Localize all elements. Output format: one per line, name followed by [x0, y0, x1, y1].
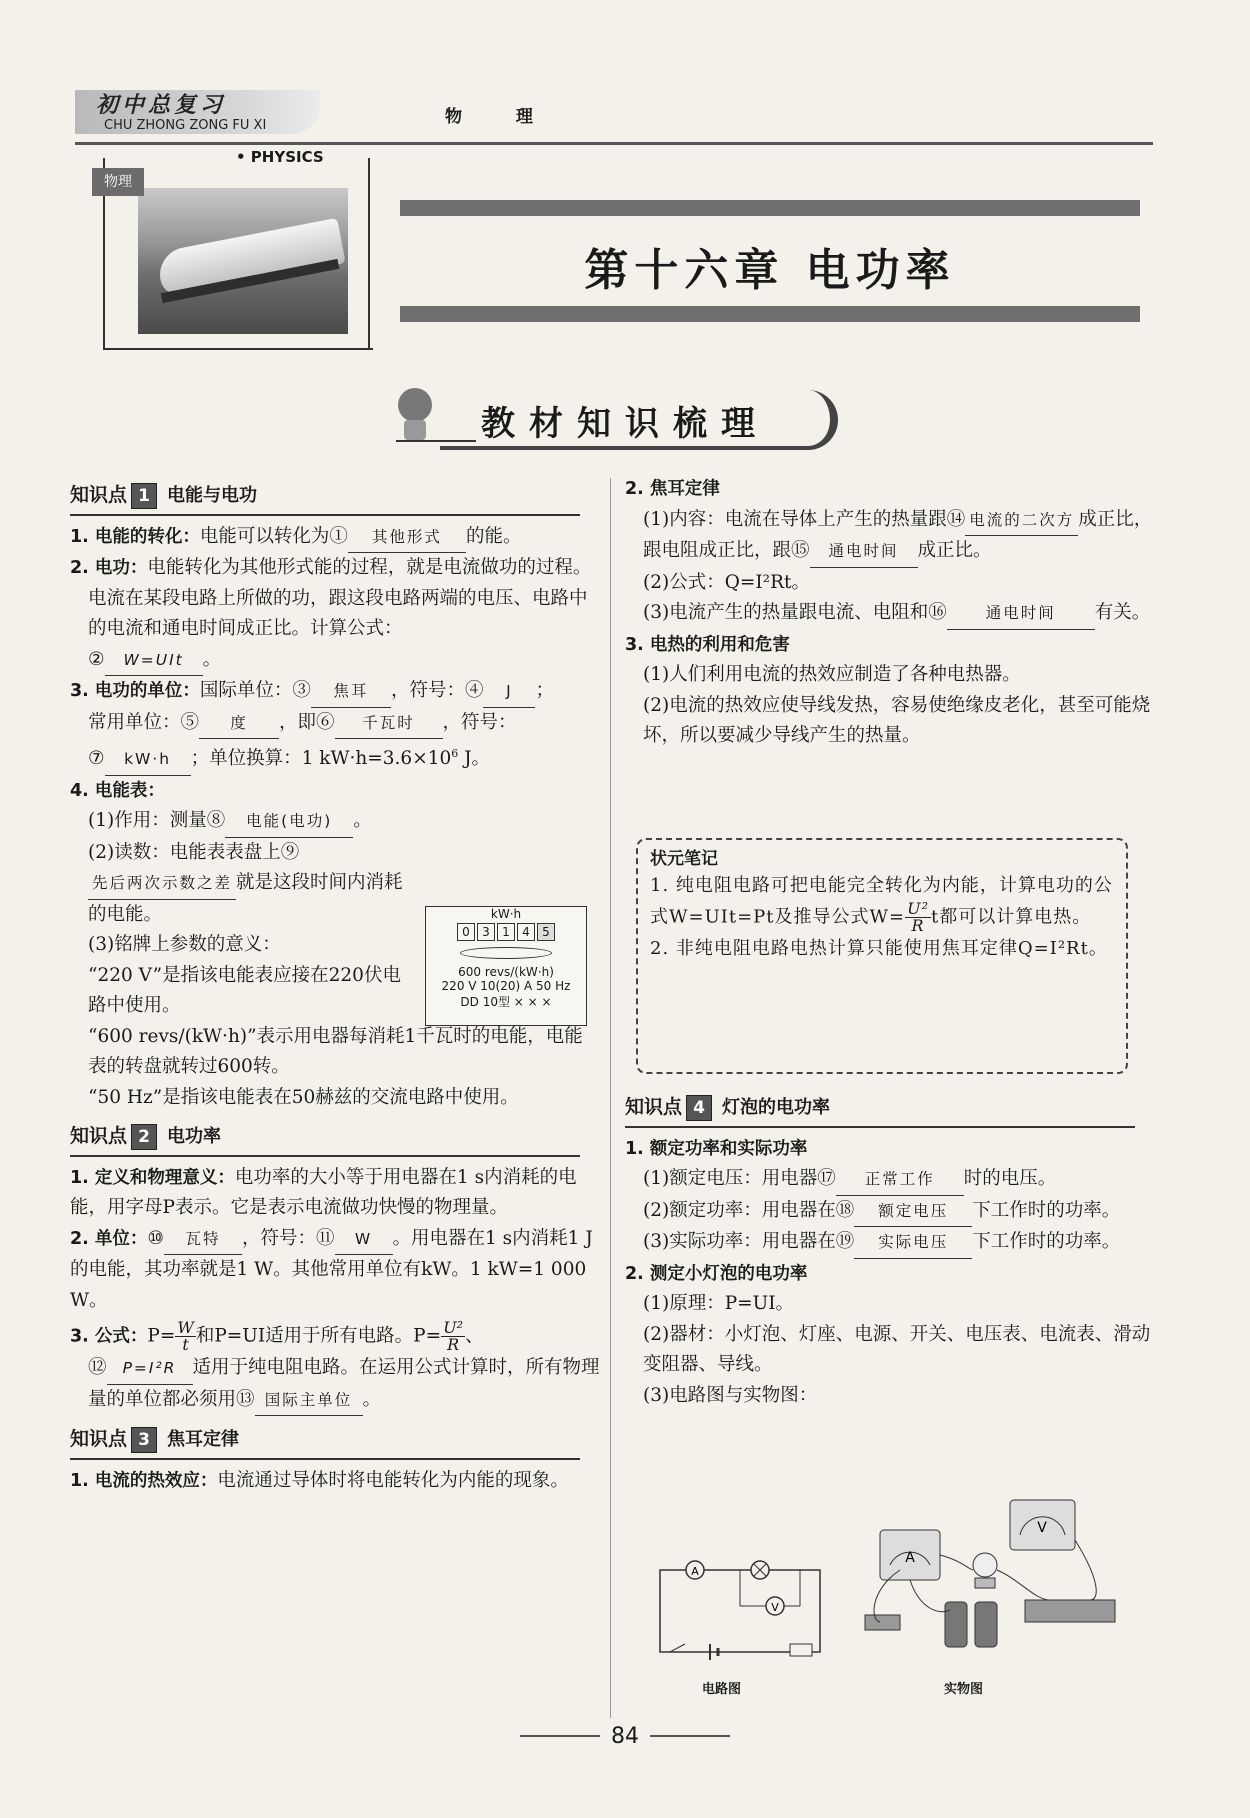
answer-16: 通电时间	[947, 598, 1095, 630]
answer-4: J	[483, 676, 535, 708]
chapter-title: 第十六章 电功率	[584, 245, 956, 296]
section-title: 教材知识梳理	[481, 404, 769, 444]
answer-1: 其他形式	[348, 522, 466, 554]
ornament-right	[650, 1735, 730, 1737]
answer-2: W=UIt	[105, 645, 203, 677]
photo-frame-right	[368, 158, 370, 348]
apparatus-figure	[860, 1490, 1130, 1665]
fraction-w-t: $\frac{W}{t}$	[177, 1318, 194, 1355]
physics-label: • PHYSICS	[236, 148, 324, 166]
answer-11: W	[335, 1224, 393, 1256]
answer-8: 电能(电功)	[225, 806, 353, 838]
answer-12: P=I²R	[107, 1353, 193, 1385]
electric-meter-figure	[425, 906, 587, 1026]
circuit-diagram	[640, 1540, 840, 1690]
right-column: 2. 焦耳定律 (1)内容：电流在导体上产生的热量跟⑭ 电流的二次方 成正比，跟电阻成正比，跟⑮ 通电时间 成正比。 (2)公式：Q=I²Rt。 (3)电流产生的热量跟电流、电阻和⑯ 通电时间 有关。 3. 电热的利用和危害 (1)人们利用电流的热效应制造了各种电热器。 (2)电流的热效应使导线发热，容易使绝缘皮老化，甚至可能烧坏，所以要减少导线产生的热量。	[625, 479, 1153, 746]
answer-6: 千瓦时	[335, 708, 443, 740]
meter-rating: 220 V 10(20) A 50 Hz	[441, 979, 571, 993]
answer-19: 实际电压	[854, 1227, 972, 1259]
note-title: 状元笔记	[650, 849, 718, 869]
svg-text:A: A	[905, 1550, 915, 1566]
answer-14: 电流的二次方	[965, 505, 1078, 537]
svg-text:A: A	[691, 1565, 699, 1578]
svg-text:V: V	[771, 1601, 779, 1614]
circuit-caption: 电路图	[702, 1682, 742, 1697]
note-fraction: $\frac{\text{U²}}{R}$	[907, 899, 930, 935]
answer-10: 瓦特	[164, 1224, 242, 1256]
meter-model: DD 10型 × × ×	[460, 995, 552, 1009]
header-rule	[75, 142, 1153, 145]
photo-tag: 物理	[92, 168, 144, 196]
kp4-heading: 知识点 4 灯泡的电功率	[625, 1092, 1135, 1128]
page-number: 84	[611, 1724, 639, 1749]
chapter-bar-top	[400, 200, 1140, 216]
chapter-bar-bottom	[400, 306, 1140, 322]
svg-text:V: V	[1037, 1520, 1047, 1536]
answer-15: 通电时间	[810, 536, 918, 568]
kp2-heading: 知识点 2 电功率	[70, 1121, 580, 1157]
answer-13: 国际主单位	[255, 1385, 363, 1417]
mascot-icon	[398, 388, 432, 422]
top-scorer-note: 状元笔记 1. 纯电阻电路可把电能完全转化为内能，计算电功的公式W=UIt=Pt及推导公式W= $\frac{\text{U²}}{R}$ t都可以计算电热。 2. 非纯电阻电路电热计算只能使用焦耳定律Q=I²Rt。	[636, 838, 1128, 1074]
meter-digits: 0 3 1 4 5	[426, 923, 586, 941]
answer-17: 正常工作	[836, 1164, 964, 1196]
meter-disk	[460, 947, 552, 959]
kp1-heading: 知识点 1 电能与电功	[70, 480, 580, 516]
answer-9: 先后两次示数之差	[88, 868, 236, 900]
kp3-heading: 知识点 3 焦耳定律	[70, 1424, 580, 1460]
answer-18: 额定电压	[854, 1196, 972, 1228]
answer-3: 焦耳	[311, 676, 391, 708]
right-column-lower: 知识点 4 灯泡的电功率 1. 额定功率和实际功率 (1)额定电压：用电器⑰ 正常工作 时的电压。 (2)额定功率：用电器在⑱ 额定电压 下工作时的功率。 (3)实际功率：用电器在⑲ 实际电压 下工作时的功率。 2. 测定小灯泡的电功率 (1)原理：P=UI。 (2)器材：小灯泡、灯座、电源、开关、电压表、电流表、滑动变阻器、导线。 (3)电路图与实物图：	[625, 1086, 1155, 1411]
meter-unit: kW·h	[490, 907, 522, 921]
series-pinyin: CHU ZHONG ZONG FU XI	[104, 118, 267, 133]
subject-label: 物 理	[445, 107, 557, 127]
mascot-body	[404, 420, 426, 440]
series-title: 初中总复习	[96, 92, 227, 118]
left-column: 知识点 1 电能与电功 1. 电能的转化：电能可以转化为① 其他形式 的能。 2. 电功：电能转化为其他形式能的过程，就是电流做功的过程。 电流在某段电路上所做的功，跟这段电路两端的电压、电路中的电流和通电时间成正比。计算公式： ② W=UIt 。 3. 电功的单位：国际单位：③ 焦耳 ，符号：④ J ； 常用单位：⑤ 度 ，即⑥ 千瓦时 ，符号： ⑦ kW·h ；单位换算：1 $kW\cdot h=3.6\times 10^6$ J。 4. 电能表： (1)作用：测量⑧ 电能(电功) 。 (2)读数：电能表表盘上⑨先后两次示数之差 就是这段时间内消耗的电能。 (3)铭牌上参数的意义： “220 V”是指该电能表应接在220伏电路中使用。 “600 revs/(kW·h)”表示用电器每消耗1千瓦时的电能，电能表的转盘就转过600转。 “50 Hz”是指该电能表在50赫兹的交流电路中使用。 知识点 2 电功率 1. 定义和物理意义：电功率的大小等于用电器在1 s内消耗的电能，用字母P表示。它是表示电流做功快慢的物理量。 2. 单位：⑩ 瓦特 ，符号：⑪ W 。用电器在1 s内消耗1 J的电能，其功率就是1 W。其他常用单位有kW。1 kW=1 000 W。 3. 公式：P= $\frac{W}{t}$ 和P=UI适用于所有电路。P= $\frac{\text{U²}}{R}$ 、 ⑫ P=I²R 适用于纯电阻电路。在运用公式计算时，所有物理量的单位都必须用⑬ 国际主单位 。 知识点 3 焦耳定律 1. 电流的热效应：电流通过导体时将电能转化为内能的现象。	[70, 474, 600, 1496]
answer-7: kW·h	[105, 744, 191, 776]
meter-revs: 600 revs/(kW·h)	[458, 965, 554, 979]
column-separator	[610, 478, 611, 1718]
apparatus-caption: 实物图	[944, 1682, 984, 1697]
fraction-u2-r: $\frac{\text{U²}}{R}$	[443, 1318, 464, 1355]
answer-5: 度	[199, 708, 279, 740]
